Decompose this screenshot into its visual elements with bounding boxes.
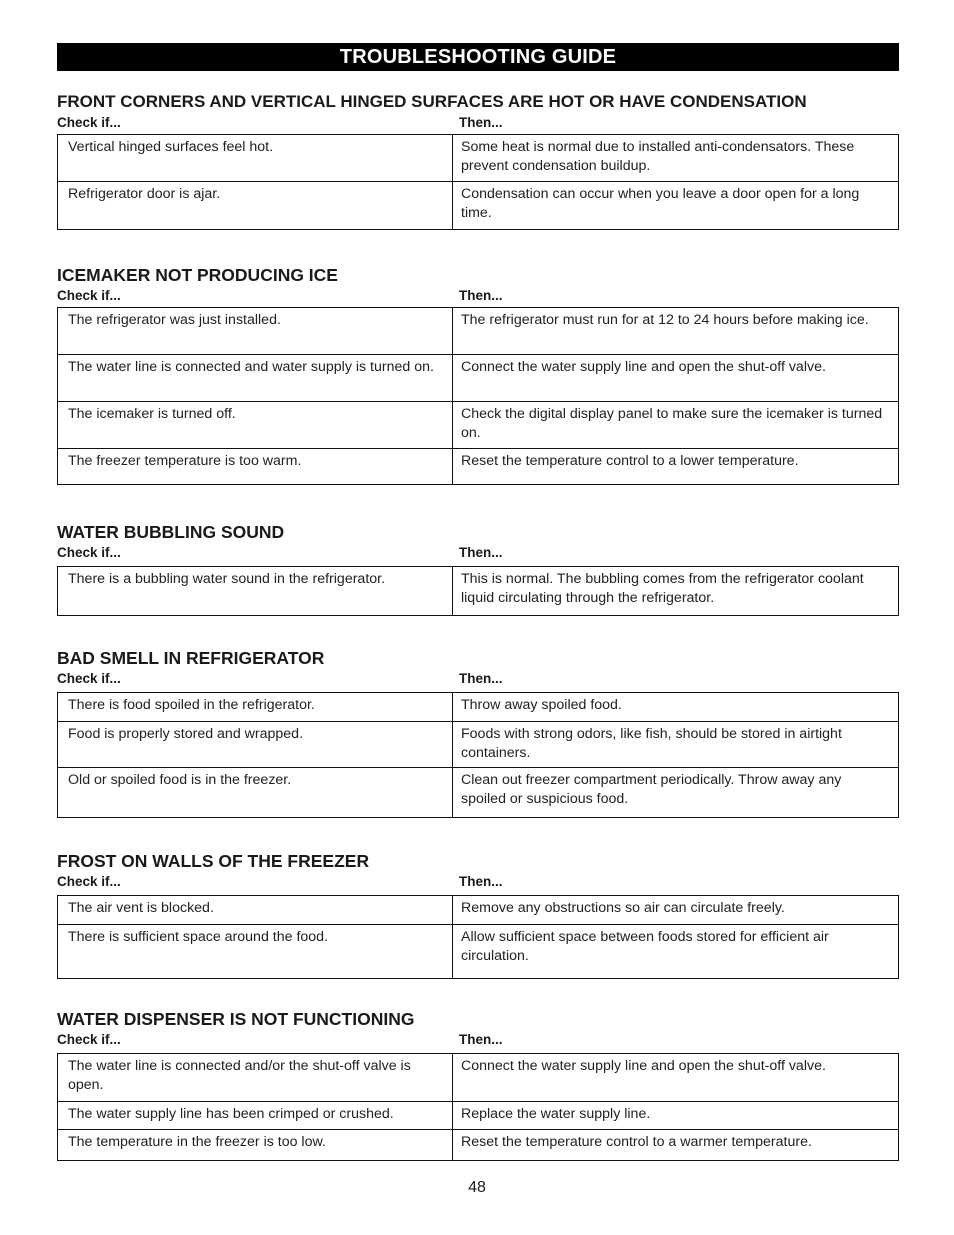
then-cell: The refrigerator must run for at 12 to 24 hours before making ice. xyxy=(453,308,899,355)
check-if-header: Check if... xyxy=(57,1032,121,1047)
then-cell: Throw away spoiled food. xyxy=(453,693,899,722)
then-header: Then... xyxy=(459,545,503,560)
then-cell: Foods with strong odors, like fish, should be stored in airtight containers. xyxy=(453,722,899,768)
check-cell: Refrigerator door is ajar. xyxy=(58,182,453,230)
then-header: Then... xyxy=(459,874,503,889)
then-cell: Clean out freezer compartment periodically. Throw away any spoiled or suspicious food. xyxy=(453,768,899,818)
check-cell: There is sufficient space around the food. xyxy=(58,925,453,979)
column-headers xyxy=(57,873,899,890)
table-row xyxy=(58,355,899,402)
table-row xyxy=(58,1130,899,1161)
check-cell: The water line is connected and/or the shut-off valve is open. xyxy=(58,1054,453,1102)
section-icemaker xyxy=(57,265,899,485)
table-row xyxy=(58,449,899,485)
check-if-header: Check if... xyxy=(57,288,121,303)
check-cell: The icemaker is turned off. xyxy=(58,402,453,449)
then-cell: Allow sufficient space between foods stored for efficient air circulation. xyxy=(453,925,899,979)
table-row xyxy=(58,722,899,768)
check-if-header: Check if... xyxy=(57,671,121,686)
column-headers xyxy=(57,114,899,131)
check-cell: There is a bubbling water sound in the refrigerator. xyxy=(58,567,453,616)
troubleshooting-table xyxy=(57,1053,899,1161)
troubleshooting-table xyxy=(57,566,899,616)
section-title: FRONT CORNERS AND VERTICAL HINGED SURFACES ARE HOT OR HAVE CONDENSATION xyxy=(57,92,807,111)
column-headers xyxy=(57,544,899,561)
then-header: Then... xyxy=(459,671,503,686)
page-number: 48 xyxy=(468,1179,486,1196)
check-cell: There is food spoiled in the refrigerator. xyxy=(58,693,453,722)
then-cell: Replace the water supply line. xyxy=(453,1102,899,1130)
column-headers xyxy=(57,287,899,304)
then-cell: Some heat is normal due to installed anti-condensators. These prevent condensation buildup. xyxy=(453,135,899,182)
table-row xyxy=(58,1102,899,1130)
troubleshooting-table xyxy=(57,895,899,979)
table-row xyxy=(58,182,899,230)
troubleshooting-table xyxy=(57,134,899,230)
column-headers xyxy=(57,1031,899,1048)
table-row xyxy=(58,693,899,722)
then-cell: This is normal. The bubbling comes from the refrigerator coolant liquid circulating through the refrigerator. xyxy=(453,567,899,616)
check-cell: The air vent is blocked. xyxy=(58,896,453,925)
table-row xyxy=(58,925,899,979)
check-cell: Food is properly stored and wrapped. xyxy=(58,722,453,768)
section-water-dispenser xyxy=(57,1009,899,1161)
check-cell: The water line is connected and water supply is turned on. xyxy=(58,355,453,402)
table-row xyxy=(58,1054,899,1102)
section-frost xyxy=(57,851,899,979)
then-cell: Connect the water supply line and open the shut-off valve. xyxy=(453,355,899,402)
check-cell: The freezer temperature is too warm. xyxy=(58,449,453,485)
table-row xyxy=(58,402,899,449)
then-cell: Check the digital display panel to make sure the icemaker is turned on. xyxy=(453,402,899,449)
check-if-header: Check if... xyxy=(57,545,121,560)
then-header: Then... xyxy=(459,115,503,130)
check-cell: The water supply line has been crimped or crushed. xyxy=(58,1102,453,1130)
then-header: Then... xyxy=(459,1032,503,1047)
table-row xyxy=(58,308,899,355)
troubleshooting-table xyxy=(57,692,899,818)
then-cell: Connect the water supply line and open the shut-off valve. xyxy=(453,1054,899,1102)
then-cell: Reset the temperature control to a lower temperature. xyxy=(453,449,899,485)
section-title: FROST ON WALLS OF THE FREEZER xyxy=(57,851,370,871)
then-cell: Reset the temperature control to a warmer temperature. xyxy=(453,1130,899,1161)
table-row xyxy=(58,567,899,616)
check-if-header: Check if... xyxy=(57,874,121,889)
check-cell: Old or spoiled food is in the freezer. xyxy=(58,768,453,818)
then-header: Then... xyxy=(459,288,503,303)
then-cell: Remove any obstructions so air can circulate freely. xyxy=(453,896,899,925)
table-row xyxy=(58,768,899,818)
section-front-corners xyxy=(57,92,899,230)
table-row xyxy=(58,896,899,925)
table-row xyxy=(58,135,899,182)
section-title: BAD SMELL IN REFRIGERATOR xyxy=(57,648,325,668)
check-if-header: Check if... xyxy=(57,115,121,130)
check-cell: The refrigerator was just installed. xyxy=(58,308,453,355)
troubleshooting-table xyxy=(57,307,899,485)
check-cell: Vertical hinged surfaces feel hot. xyxy=(58,135,453,182)
check-cell: The temperature in the freezer is too low. xyxy=(58,1130,453,1161)
section-title: WATER BUBBLING SOUND xyxy=(57,522,285,542)
section-title: WATER DISPENSER IS NOT FUNCTIONING xyxy=(57,1009,415,1029)
section-title: ICEMAKER NOT PRODUCING ICE xyxy=(57,265,338,285)
page-banner: TROUBLESHOOTING GUIDE xyxy=(57,43,899,71)
then-cell: Condensation can occur when you leave a door open for a long time. xyxy=(453,182,899,230)
section-water-bubbling xyxy=(57,522,899,616)
column-headers xyxy=(57,670,899,687)
section-bad-smell xyxy=(57,648,899,818)
